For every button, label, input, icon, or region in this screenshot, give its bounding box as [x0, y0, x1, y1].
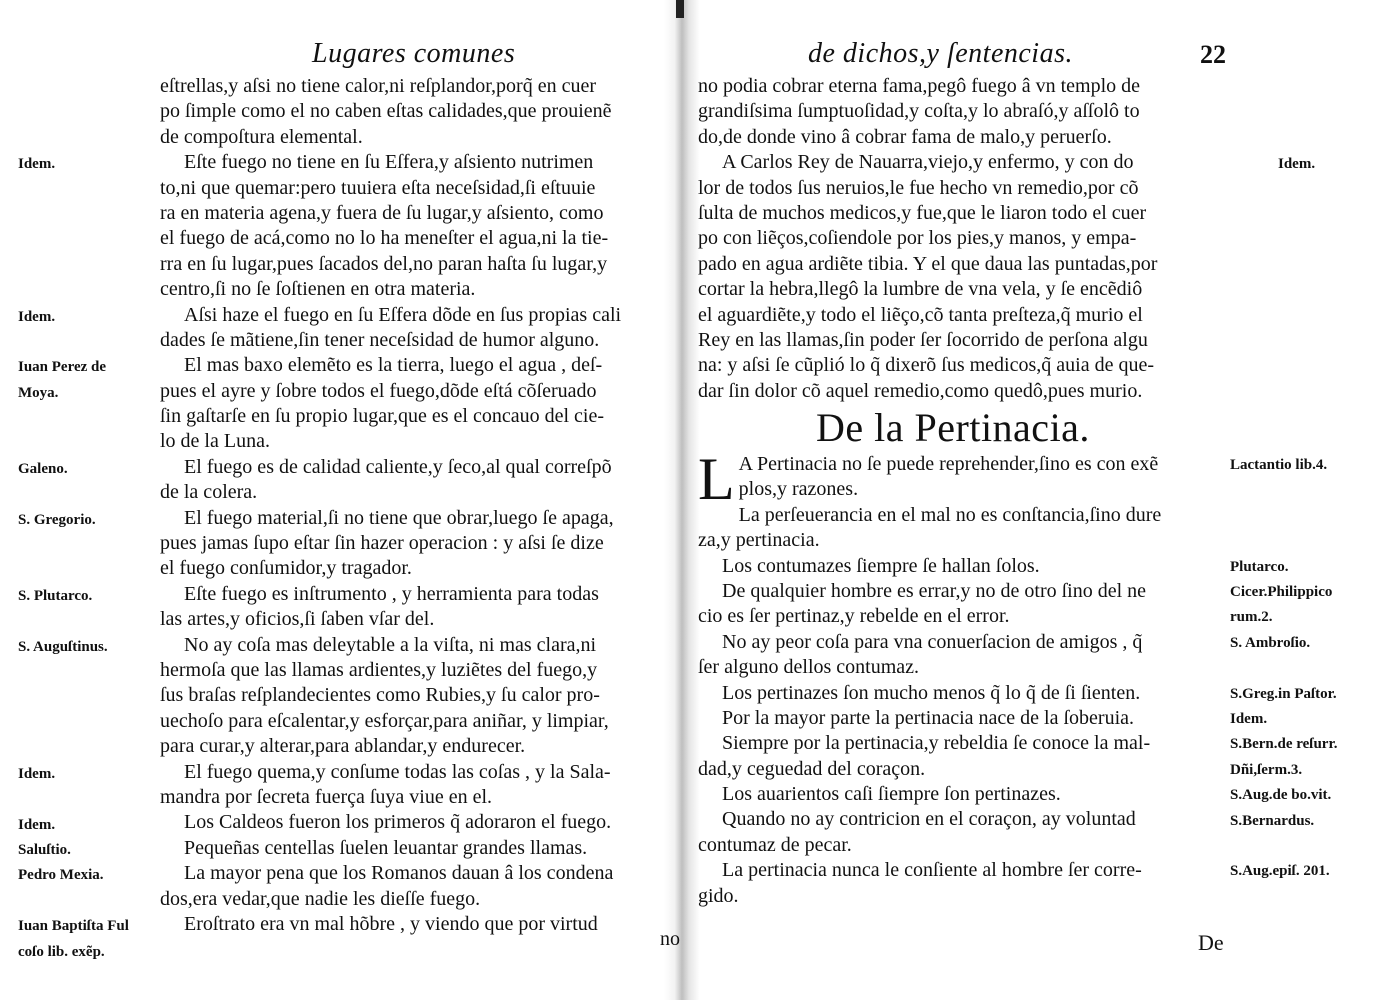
text-line: grandiſsima ſumptuoſidad,y coſta,y lo abraſó,y aſſolô to	[698, 100, 1140, 123]
left-running-head: Lugares comunes	[312, 38, 516, 69]
margin-note: Dñi,ſerm.3.	[1230, 761, 1303, 778]
text-line: dades ſe mãtiene,ſin tener neceſsidad de humor alguno.	[160, 328, 600, 351]
section-body-text	[698, 446, 1228, 909]
text-line: to,ni que quemar:pero tuuiera eſta neceſsidad,ſi eſtuuie	[160, 176, 596, 199]
margin-note: Iuan Baptiſta Ful	[18, 918, 129, 935]
text-line: el fuego conſumidor,y tragador.	[160, 557, 412, 580]
right-running-head: de dichos,y ſentencias.	[808, 38, 1073, 69]
text-line: Eſte fuego es inſtrumento , y herramienta para todas	[184, 582, 599, 605]
text-line: eſtrellas,y aſsi no tiene calor,ni reſplandor,porq̃ en cuer	[160, 75, 597, 97]
margin-note: S. Gregorio.	[18, 511, 96, 528]
text-line: No ay coſa mas deleytable a la viſta, ni mas clara,ni	[184, 633, 597, 656]
text-line: lo de la Luna.	[160, 430, 270, 453]
margin-note: S.Greg.in Paſtor.	[1230, 685, 1337, 702]
section-text-line: Siempre por la pertinacia,y rebeldia ſe conoce la mal-	[722, 732, 1151, 755]
margin-note: Plutarco.	[1230, 558, 1289, 575]
margin-note: Idem.	[1278, 156, 1316, 173]
section-heading: De la Pertinacia.	[816, 405, 1090, 450]
text-line: uechoſo para eſcalentar,y esforçar,para aniñar, y limpiar,	[160, 709, 609, 732]
margin-note: S. Auguſtinus.	[18, 638, 108, 655]
text-line: pado en agua ardiẽte tibia. Y el que daua las puntadas,por	[698, 252, 1158, 275]
text-line: po ſimple como el no caben eſtas calidades,que prouienẽ	[160, 100, 612, 123]
section-text-line: ſer alguno dellos contumaz.	[698, 656, 920, 679]
text-line: lor de todos ſus neruios,le fue hecho vn remedio,por cõ	[698, 176, 1139, 199]
margin-note: rum.2.	[1230, 609, 1273, 626]
section-text-line: gido.	[698, 884, 739, 907]
text-line: el aguardiẽte,y todo el liẽço,cõ tanta preſteza,q̃ murio el	[698, 303, 1143, 326]
text-line: A Carlos Rey de Nauarra,viejo,y enfermo, y con do	[722, 151, 1134, 174]
margin-note: coſo lib. exẽp.	[18, 943, 105, 960]
margin-note: S.Bernardus.	[1230, 812, 1315, 829]
text-line: ſin gaſtarſe en ſu propio lugar,que es el concauo del cie-	[160, 405, 605, 428]
section-text-line: De qualquier hombre es errar,y no de otro ſino del ne	[722, 579, 1147, 602]
text-line: de compoſtura elemental.	[160, 125, 363, 148]
text-line: El mas baxo elemẽto es la tierra, luego el agua , deſ-	[184, 354, 603, 377]
section-text-line: Los auarientos caſi ſiempre ſon pertinazes.	[722, 783, 1061, 806]
margin-note: Idem.	[18, 308, 56, 325]
margin-note: Lactantio lib.4.	[1230, 457, 1328, 473]
section-text-line: plos,y razones.	[738, 478, 859, 501]
margin-note: Idem.	[1230, 711, 1268, 727]
section-text-line: Los pertinazes ſon mucho menos q̃ lo q̃ de ſi ſienten.	[722, 681, 1141, 704]
margin-note: Idem.	[18, 765, 56, 782]
text-line: centro,ſi no ſe ſoſtienen en otra materia.	[160, 278, 476, 301]
margin-note: S. Ambroſio.	[1230, 634, 1311, 651]
margin-note: Moya.	[18, 384, 59, 401]
text-line: La mayor pena que los Romanos dauan â los condena	[184, 862, 614, 885]
margin-note: Idem.	[18, 816, 56, 833]
section-text-line: A Pertinacia no ſe puede reprehender,ſino es con exẽ	[738, 453, 1159, 475]
text-line: rra en ſu lugar,pues ſacados del,no paran haſta ſu lugar,y	[160, 252, 608, 275]
left-catchword: no	[660, 928, 680, 950]
text-line: las artes,y oficios,ſi ſaben vſar del.	[160, 608, 435, 631]
section-text-line: Quando no ay contricion en el coraçon, ay voluntad	[722, 808, 1136, 831]
right-body-text	[698, 74, 1228, 404]
text-line: Eroſtrato era vn mal hõbre , y viendo que por virtud	[184, 912, 598, 935]
text-line: de la colera.	[160, 481, 258, 504]
margin-note: Iuan Perez de	[18, 359, 107, 376]
text-line: hermoſa que las llamas ardientes,y luziẽtes del fuego,y	[160, 658, 598, 681]
text-line: Pequeñas centellas ſuelen leuantar grandes llamas.	[184, 836, 588, 859]
text-line: mandra por ſecreta fuerça ſuya viue en el.	[160, 785, 493, 808]
left-body-text	[160, 74, 680, 937]
margin-note: Idem.	[18, 156, 56, 173]
margin-note: S.Aug.de bo.vit.	[1230, 787, 1332, 804]
margin-note: S.Aug.epiſ. 201.	[1230, 863, 1330, 880]
drop-cap: L	[698, 446, 735, 512]
text-line: cortar la hebra,llegô la lumbre de vna vela, y ſe encẽdiô	[698, 278, 1143, 301]
text-line: El fuego material,ſi no tiene que obrar,luego ſe apaga,	[184, 506, 614, 529]
section-text-line: No ay peor coſa para vna conuerſacion de amigos , q̃	[722, 630, 1143, 653]
text-line: pues jamas ſupo eſtar ſin hazer operacion : y aſsi ſe dize	[160, 532, 604, 555]
text-line: El fuego quema,y conſume todas las coſas , y la Sala-	[184, 760, 611, 783]
right-catchword: De	[1198, 930, 1224, 955]
section-text-line: contumaz de pecar.	[698, 833, 852, 856]
text-line: Eſte fuego no tiene en ſu Eſfera,y aſsiento nutrimen	[184, 151, 594, 174]
text-line: dar ſin dolor cõ aquel remedio,como quedô,pues murio.	[698, 379, 1143, 402]
section-text-line: Los contumazes ſiempre ſe hallan ſolos.	[722, 554, 1040, 577]
section-text-line: La perſeuerancia en el mal no es conſtancia,ſino dure	[738, 503, 1162, 526]
text-line: po con liẽços,coſiendole por los pies,y manos, y empa-	[698, 227, 1137, 250]
margin-note: S. Plutarco.	[18, 588, 93, 604]
text-line: na: y aſsi ſe cũplió lo q̃ dixerõ ſus medicos,q̃ auia de que-	[698, 354, 1154, 377]
margin-note: Saluſtio.	[18, 842, 71, 858]
text-line: el fuego de acá,como no lo ha meneſter el agua,ni la tie-	[160, 227, 609, 250]
margin-note: Pedro Mexia.	[18, 867, 104, 884]
text-line: El fuego es de calidad caliente,y ſeco,al qual correſpõ	[184, 455, 612, 478]
section-text-line: dad,y ceguedad del coraçon.	[698, 757, 926, 780]
left-page	[0, 0, 680, 1000]
text-line: do,de donde vino â cobrar fama de malo,y peruerſo.	[698, 125, 1112, 148]
section-text-line: Por la mayor parte la pertinacia nace de la ſoberuia.	[722, 706, 1135, 729]
margin-note: S.Bern.de reſurr.	[1230, 736, 1338, 753]
text-line: ſulta de muchos medicos,y fue,que le liaron todo el cuer	[698, 201, 1147, 224]
right-page	[690, 0, 1375, 1000]
text-line: para curar,y alterar,para ablandar,y endurecer.	[160, 735, 526, 758]
text-line: ſus braſas reſplandecientes como Rubies,y ſu calor pro-	[160, 684, 600, 707]
text-line: Los Caldeos fueron los primeros q̃ adoraron el fuego.	[184, 811, 612, 834]
page-number: 22	[1200, 40, 1226, 69]
section-text-line: La pertinacia nunca le conſiente al hombre ſer corre-	[722, 859, 1142, 882]
text-line: no podia cobrar eterna fama,pegô fuego â vn templo de	[698, 75, 1141, 97]
text-line: Rey en las llamas,ſin poder ſer ſocorrido de perſona algu	[698, 328, 1148, 351]
margin-note: Galeno.	[18, 461, 68, 477]
text-line: dos,era vedar,que nadie les dieſſe fuego.	[160, 887, 481, 910]
text-line: ra en materia agena,y fuera de ſu lugar,y aſsiento, como	[160, 201, 604, 224]
margin-note: Cicer.Philippico	[1230, 584, 1333, 600]
section-text-line: cio es ſer pertinaz,y rebelde en el error.	[698, 605, 1010, 628]
section-text-line: za,y pertinacia.	[698, 529, 820, 552]
text-line: Aſsi haze el fuego en ſu Eſfera dõde en ſus propias cali	[184, 303, 622, 326]
text-line: pues el ayre y ſobre todos el fuego,dõde eſtá cõſeruado	[160, 379, 597, 402]
